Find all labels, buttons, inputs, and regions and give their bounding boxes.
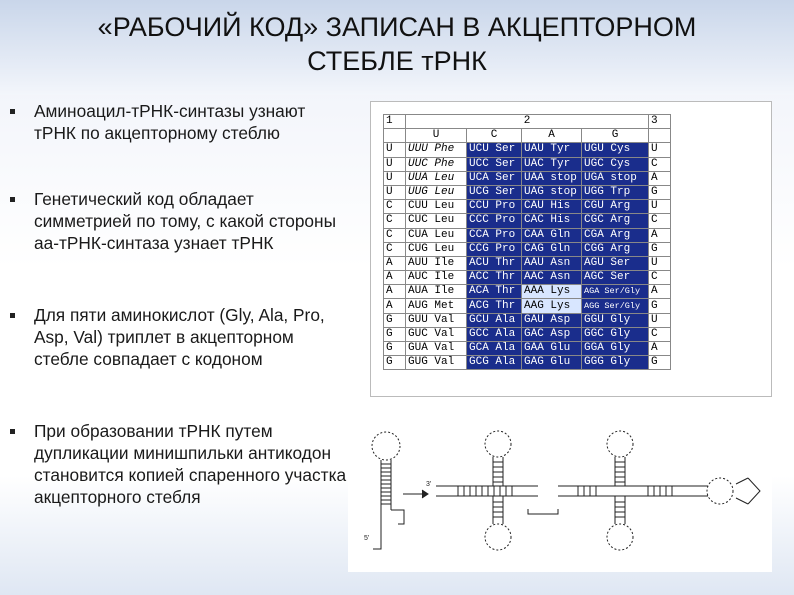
table-cell: G	[384, 327, 406, 341]
table-cell: GAG Glu	[522, 356, 582, 370]
table-cell: UAA stop	[522, 171, 582, 185]
table-cell: UGG Trp	[582, 185, 649, 199]
table-cell: AUU Ile	[406, 256, 467, 270]
table-cell: CGA Arg	[582, 228, 649, 242]
table-cell: CCA Pro	[467, 228, 522, 242]
table-cell: A	[384, 256, 406, 270]
table-row	[384, 356, 671, 370]
table-row	[384, 185, 671, 199]
table-cell: UAG stop	[522, 185, 582, 199]
table-cell: U	[649, 143, 671, 157]
table-cell: C	[384, 242, 406, 256]
bullet-marker-icon	[10, 109, 15, 114]
table-cell: C	[384, 214, 406, 228]
table-cell: AAU Asn	[522, 256, 582, 270]
table-cell: UUA Leu	[406, 171, 467, 185]
table-cell: UGU Cys	[582, 143, 649, 157]
header-blank	[649, 129, 671, 143]
table-cell: ACC Thr	[467, 271, 522, 285]
header-position-1: 1	[384, 115, 406, 129]
bullet-item	[8, 100, 348, 188]
table-row	[384, 299, 671, 313]
table-cell: UUU Phe	[406, 143, 467, 157]
table-cell: AUG Met	[406, 299, 467, 313]
table-cell: C	[384, 228, 406, 242]
table-row	[384, 214, 671, 228]
table-cell: UAC Tyr	[522, 157, 582, 171]
table-cell: C	[649, 214, 671, 228]
table-cell: UCC Ser	[467, 157, 522, 171]
header-base-u: U	[406, 129, 467, 143]
bullet-item	[8, 420, 348, 508]
table-row	[384, 271, 671, 285]
table-cell: G	[649, 185, 671, 199]
table-cell: CCG Pro	[467, 242, 522, 256]
trna-duplication-diagram	[348, 414, 772, 572]
table-cell: UAU Tyr	[522, 143, 582, 157]
table-cell: CUG Leu	[406, 242, 467, 256]
slide-title	[0, 10, 794, 78]
table-row	[384, 157, 671, 171]
bullet-text: При образовании тРНК путем дупликации минишпильки антикодон становится копией спаренного участка акцепторного стебля	[34, 421, 347, 507]
bullet-item	[8, 304, 348, 420]
table-cell: GGA Gly	[582, 342, 649, 356]
table-cell: AAC Asn	[522, 271, 582, 285]
genetic-code-table	[383, 114, 671, 370]
table-cell: GUG Val	[406, 356, 467, 370]
bullet-text: Аминоацил-тРНК-синтазы узнают тРНК по акцепторному стеблю	[34, 101, 306, 143]
table-cell: G	[649, 356, 671, 370]
table-cell: C	[649, 327, 671, 341]
table-row	[384, 143, 671, 157]
table-cell: CCU Pro	[467, 200, 522, 214]
table-cell: U	[384, 143, 406, 157]
table-cell: CAC His	[522, 214, 582, 228]
table-row	[384, 313, 671, 327]
table-row	[384, 228, 671, 242]
table-cell: A	[649, 171, 671, 185]
table-cell: GUC Val	[406, 327, 467, 341]
table-cell: A	[384, 271, 406, 285]
table-cell: U	[384, 171, 406, 185]
table-cell: ACU Thr	[467, 256, 522, 270]
genetic-code-table-panel	[370, 101, 772, 397]
table-cell: CAG Gln	[522, 242, 582, 256]
diagram-label-5prime: 5'	[364, 535, 370, 542]
table-cell: CGC Arg	[582, 214, 649, 228]
table-cell: CGG Arg	[582, 242, 649, 256]
table-cell: CCC Pro	[467, 214, 522, 228]
header-position-3: 3	[649, 115, 671, 129]
table-cell: AAG Lys	[522, 299, 582, 313]
table-cell: A	[649, 342, 671, 356]
table-row	[384, 285, 671, 299]
table-cell: AGA Ser/Gly	[582, 285, 649, 299]
table-cell: G	[649, 299, 671, 313]
bullet-text: Генетический код обладает симметрией по тому, с какой стороны аа-тРНК-синтаза узнает тРНК	[34, 189, 336, 253]
table-cell: UUG Leu	[406, 185, 467, 199]
table-cell: CUA Leu	[406, 228, 467, 242]
table-cell: G	[384, 313, 406, 327]
table-cell: UGC Cys	[582, 157, 649, 171]
bullet-text: Для пяти аминокислот (Gly, Ala, Pro, Asp, Val) триплет в акцепторном стебле совпадает с кодоном	[34, 305, 325, 369]
table-row	[384, 256, 671, 270]
table-cell: GUU Val	[406, 313, 467, 327]
table-cell: A	[649, 228, 671, 242]
table-cell: ACG Thr	[467, 299, 522, 313]
table-cell: GAA Glu	[522, 342, 582, 356]
table-cell: UGA stop	[582, 171, 649, 185]
table-cell: CAU His	[522, 200, 582, 214]
table-cell: AAA Lys	[522, 285, 582, 299]
table-cell: C	[649, 271, 671, 285]
table-cell: UCA Ser	[467, 171, 522, 185]
table-cell: ACA Thr	[467, 285, 522, 299]
title-line-1: «РАБОЧИЙ КОД» ЗАПИСАН В АКЦЕПТОРНОМ	[97, 12, 697, 42]
table-cell: C	[649, 157, 671, 171]
header-base-g: G	[582, 129, 649, 143]
table-row	[384, 327, 671, 341]
table-header-positions	[384, 115, 671, 129]
bullet-list	[8, 100, 348, 508]
header-position-2: 2	[406, 115, 649, 129]
table-cell: U	[384, 185, 406, 199]
table-cell: G	[384, 356, 406, 370]
table-cell: GCG Ala	[467, 356, 522, 370]
table-cell: U	[649, 200, 671, 214]
bullet-marker-icon	[10, 429, 15, 434]
table-cell: CUU Leu	[406, 200, 467, 214]
table-row	[384, 171, 671, 185]
table-cell: G	[649, 242, 671, 256]
table-row	[384, 342, 671, 356]
table-cell: AUC Ile	[406, 271, 467, 285]
table-cell: GGC Gly	[582, 327, 649, 341]
table-cell: GGG Gly	[582, 356, 649, 370]
bullet-marker-icon	[10, 313, 15, 318]
table-cell: A	[384, 299, 406, 313]
table-cell: GAU Asp	[522, 313, 582, 327]
header-base-c: C	[467, 129, 522, 143]
diagram-label-3prime: 3'	[426, 481, 432, 488]
table-row	[384, 242, 671, 256]
table-header-bases	[384, 129, 671, 143]
table-cell: U	[649, 313, 671, 327]
table-cell: AGC Ser	[582, 271, 649, 285]
table-cell: GUA Val	[406, 342, 467, 356]
table-cell: A	[384, 285, 406, 299]
table-cell: GAC Asp	[522, 327, 582, 341]
table-cell: GCA Ala	[467, 342, 522, 356]
bullet-item	[8, 188, 348, 304]
table-row	[384, 200, 671, 214]
table-cell: C	[384, 200, 406, 214]
table-cell: U	[649, 256, 671, 270]
table-cell: G	[384, 342, 406, 356]
table-cell: UUC Phe	[406, 157, 467, 171]
table-cell: CAA Gln	[522, 228, 582, 242]
table-cell: GCU Ala	[467, 313, 522, 327]
table-cell: CUC Leu	[406, 214, 467, 228]
title-line-2: СТЕБЛЕ тРНК	[307, 46, 487, 76]
table-cell: UCG Ser	[467, 185, 522, 199]
table-cell: A	[649, 285, 671, 299]
table-cell: AGU Ser	[582, 256, 649, 270]
table-cell: CGU Arg	[582, 200, 649, 214]
header-blank	[384, 129, 406, 143]
table-cell: GCC Ala	[467, 327, 522, 341]
table-cell: AUA Ile	[406, 285, 467, 299]
trna-diagram-svg	[348, 414, 772, 572]
table-cell: GGU Gly	[582, 313, 649, 327]
table-cell: UCU Ser	[467, 143, 522, 157]
table-cell: U	[384, 157, 406, 171]
bullet-marker-icon	[10, 197, 15, 202]
header-base-a: A	[522, 129, 582, 143]
table-cell: AGG Ser/Gly	[582, 299, 649, 313]
